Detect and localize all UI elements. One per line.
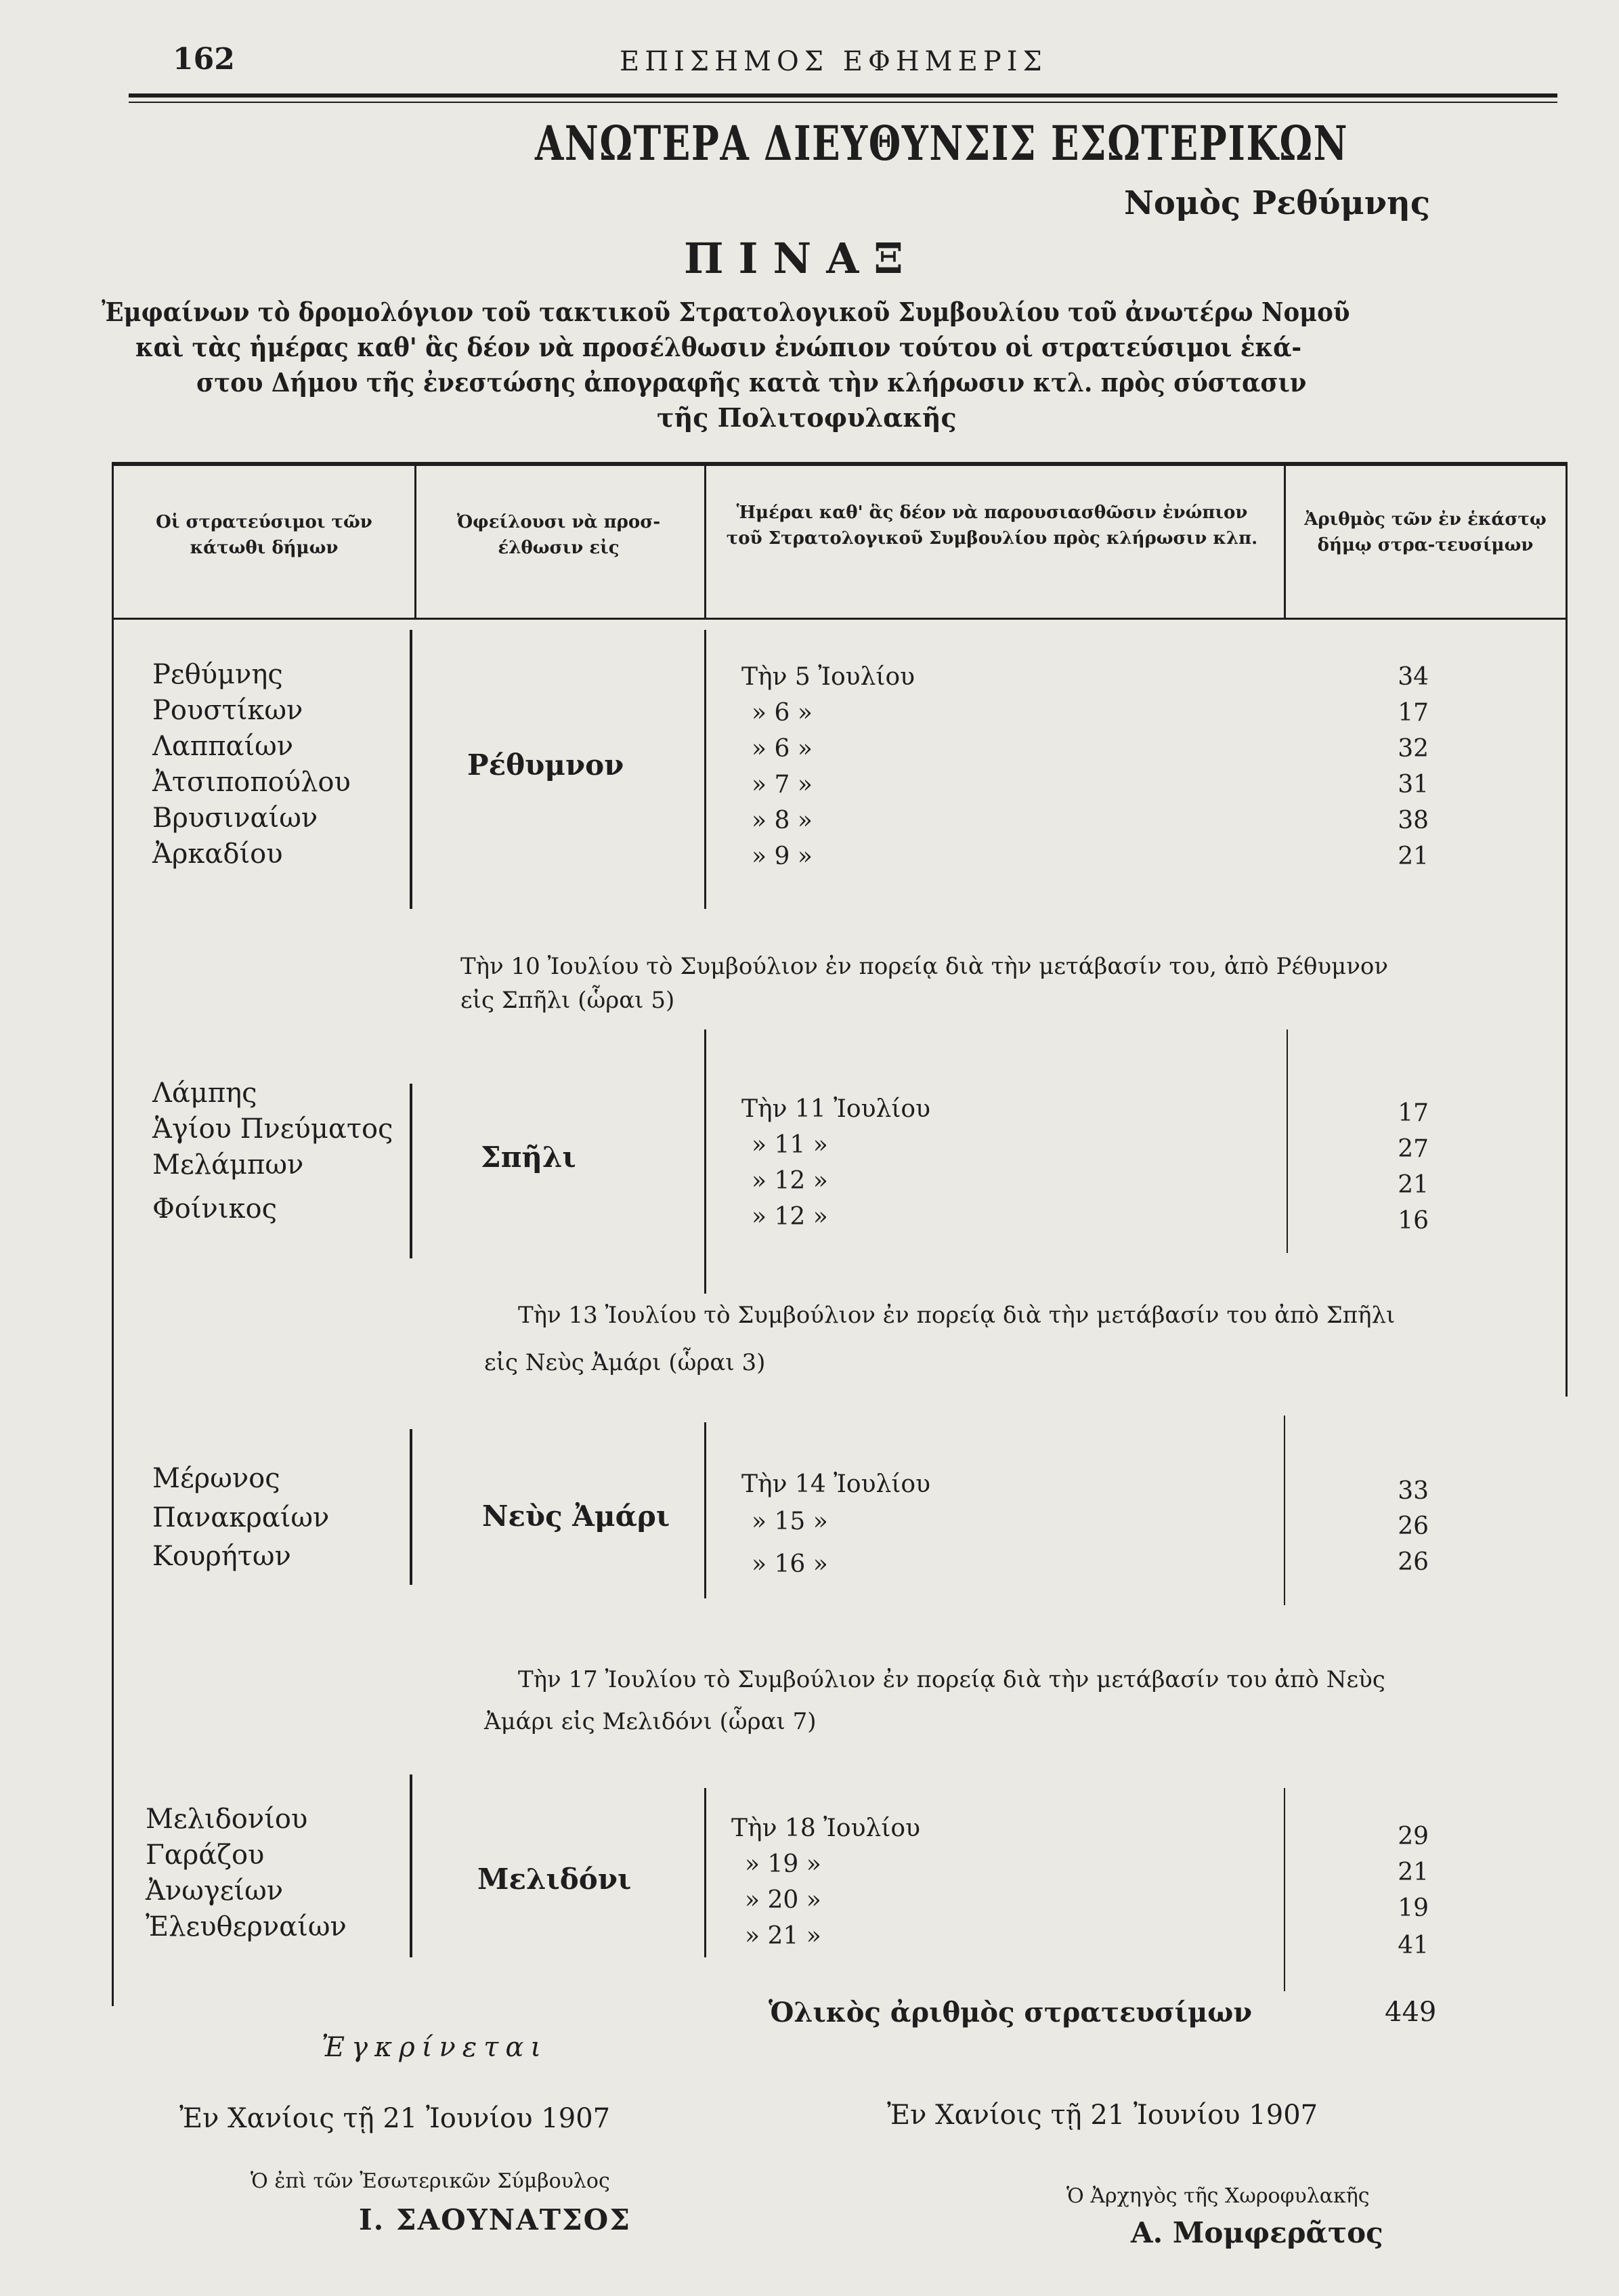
table-row-count: 32 <box>1398 735 1429 763</box>
table-row-day: » 16 » <box>752 1550 828 1578</box>
count-divider <box>1287 1029 1288 1253</box>
table-row-municipality: Ἀνωγείων <box>146 1875 284 1907</box>
table-row-count: 21 <box>1398 1858 1429 1886</box>
table-row-day: » 20 » <box>745 1886 821 1914</box>
transit-note: Τὴν 13 Ἰουλίου τὸ Συμβούλιον ἐν πορείᾳ διὰ τὴν μετάβασίν του ἀπὸ Σπῆλι <box>518 1302 1396 1329</box>
issuer-signatory: Α. Μομφερᾶτος <box>1131 2216 1383 2249</box>
issuer-role: Ὁ Ἀρχηγὸς τῆς Χωροφυλακῆς <box>1066 2184 1370 2208</box>
table-row-municipality: Ρεθύμνης <box>152 659 283 690</box>
col-divider-1 <box>414 466 416 618</box>
group-brace-left <box>410 1774 422 1957</box>
table-row-count: 34 <box>1398 663 1429 691</box>
group-brace-right <box>704 1422 716 1598</box>
gazette-name: ΕΠΙΣΗΜΟΣ ΕΦΗΜΕΡΙΣ <box>620 46 1048 77</box>
issuer-place-date: Ἐν Χανίοις τῇ 21 Ἰουνίου 1907 <box>887 2100 1318 2131</box>
table-row-day: Τὴν 18 Ἰουλίου <box>731 1814 920 1842</box>
table-row-municipality: Μέρωνος <box>152 1463 280 1494</box>
table-row-count: 38 <box>1398 807 1429 834</box>
table-row-day: » 12 » <box>752 1203 828 1231</box>
table-row-municipality: Γαράζου <box>146 1840 265 1871</box>
table-row-municipality: Μελιδονίου <box>146 1804 308 1835</box>
group-brace-left <box>410 630 422 909</box>
col-header-days: Ἡμέραι καθ' ἃς δέον νὰ παρουσιασθῶσιν ἐνώπιον τοῦ Στρατολογικοῦ Συμβουλίου πρὸς κλήρωσιν κλπ. <box>726 503 1258 549</box>
total-label: Ὁλικὸς ἀριθμὸς στρατευσίμων <box>769 1997 1253 2028</box>
transit-note: Τὴν 10 Ἰουλίου τὸ Συμβούλιον ἐν πορείᾳ διὰ τὴν μετάβασίν του, ἀπὸ Ρέθυμνον <box>460 953 1389 980</box>
group-brace-right <box>704 1788 716 1957</box>
table-row-count: 21 <box>1398 843 1429 870</box>
table-row-count: 17 <box>1398 1099 1429 1127</box>
table-row-day: » 9 » <box>752 843 813 870</box>
table-row-municipality: Ρουστίκων <box>152 695 303 726</box>
group-place: Μελιδόνι <box>477 1863 632 1896</box>
table-row-municipality: Ἀρκαδίου <box>152 838 283 870</box>
transit-note: Τὴν 17 Ἰουλίου τὸ Συμβούλιον ἐν πορείᾳ διὰ τὴν μετάβασίν του ἀπὸ Νεὺς <box>518 1666 1385 1693</box>
table-row-day: » 6 » <box>752 699 813 727</box>
group-brace-right <box>704 1029 716 1294</box>
group-brace-right <box>704 630 716 909</box>
count-divider <box>1284 1788 1285 1991</box>
table-row-day: » 6 » <box>752 735 813 763</box>
table-row-day: » 15 » <box>752 1508 828 1535</box>
table-row-municipality: Μελάμπων <box>152 1149 304 1181</box>
header-rule <box>129 93 1557 98</box>
table-row-municipality: Ἐλευθερναίων <box>146 1911 347 1942</box>
table-row-municipality: Ἁγίου Πνεύματος <box>152 1113 393 1145</box>
table-row-day: Τὴν 5 Ἰουλίου <box>741 663 915 691</box>
table-row-count: 41 <box>1398 1932 1429 1959</box>
col-divider-3 <box>1284 466 1286 618</box>
group-brace-left <box>410 1429 422 1585</box>
prefecture-title: Νομὸς Ρεθύμνης <box>1124 184 1431 222</box>
approval-place-date: Ἐν Χανίοις τῇ 21 Ἰουνίου 1907 <box>179 2103 611 2134</box>
table-row-municipality: Βρυσιναίων <box>152 803 318 834</box>
header-rule-thin <box>129 102 1557 103</box>
table-row-day: » 8 » <box>752 807 813 834</box>
table-row-day: Τὴν 11 Ἰουλίου <box>741 1095 930 1123</box>
group-brace-left <box>410 1084 422 1258</box>
approval-signatory: Ι. ΣΑΟΥΝΑΤΣΟΣ <box>359 2203 631 2236</box>
transit-note: εἰς Σπῆλι (ὧραι 5) <box>460 987 675 1014</box>
table-row-day: » 11 » <box>752 1131 828 1159</box>
approval-approved: Ἐγκρίνεται <box>322 2032 548 2063</box>
table-row-count: 16 <box>1398 1207 1429 1235</box>
col-header-report-to: Ὀφείλουσι νὰ προσ-έλθωσιν εἰς <box>456 512 661 558</box>
table-row-municipality: Λαππαίων <box>152 731 294 762</box>
table-row-count: 29 <box>1398 1823 1429 1850</box>
page-number: 162 <box>173 42 235 77</box>
table-row-count: 26 <box>1398 1548 1429 1576</box>
table-row-count: 19 <box>1398 1894 1429 1922</box>
table-row-municipality: Φοίνικος <box>152 1193 278 1225</box>
table-header-rule <box>112 618 1568 620</box>
table-top-rule <box>112 462 1568 466</box>
count-divider <box>1284 1416 1285 1605</box>
table-row-day: » 19 » <box>745 1850 821 1878</box>
table-row-count: 27 <box>1398 1135 1429 1163</box>
col-header-municipalities: Οἱ στρατεύσιμοι τῶν κάτωθι δήμων <box>156 512 372 558</box>
table-row-day: » 12 » <box>752 1167 828 1195</box>
intro-line-1: Ἐμφαίνων τὸ δρομολόγιον τοῦ τακτικοῦ Στρατολογικοῦ Συμβουλίου τοῦ ἀνωτέρω Νομοῦ <box>102 297 1350 327</box>
table-row-count: 33 <box>1398 1477 1429 1505</box>
authority-title: ΑΝΩΤΕΡΑ ΔΙΕΥΘΥΝΣΙΣ ΕΣΩΤΕΡΙΚΩΝ <box>535 115 1349 171</box>
table-row-count: 21 <box>1398 1171 1429 1199</box>
table-row-municipality: Ἀτσιποπούλου <box>152 767 351 798</box>
table-row-count: 17 <box>1398 699 1429 727</box>
group-place: Νεὺς Ἀμάρι <box>482 1500 670 1533</box>
table-row-count: 26 <box>1398 1512 1429 1540</box>
col-header-count: Ἀριθμὸς τῶν ἐν ἑκάστῳ δήμῳ στρα-τευσίμων <box>1304 509 1547 555</box>
table-row-day: Τὴν 14 Ἰουλίου <box>741 1470 930 1498</box>
table-row-count: 31 <box>1398 771 1429 799</box>
group-place: Ρέθυμνον <box>467 748 624 782</box>
approval-role: Ὁ ἐπὶ τῶν Ἐσωτερικῶν Σύμβουλος <box>251 2169 610 2193</box>
total-value: 449 <box>1385 1997 1437 2028</box>
intro-line-3: στου Δήμου τῆς ἐνεστώσης ἀπογραφῆς κατὰ τὴν κλήρωσιν κτλ. πρὸς σύστασιν <box>196 367 1307 398</box>
table-row-municipality: Πανακραίων <box>152 1502 330 1533</box>
intro-line-2: καὶ τὰς ἡμέρας καθ' ἃς δέον νὰ προσέλθωσιν ἐνώπιον τούτου οἱ στρατεύσιμοι ἑκά- <box>135 332 1302 362</box>
intro-line-4: τῆς Πολιτοφυλακῆς <box>657 402 957 433</box>
col-divider-2 <box>704 466 706 618</box>
table-title: ΠΙΝΑΞ <box>684 234 918 283</box>
table-row-municipality: Λάμπης <box>152 1078 257 1109</box>
group-place: Σπῆλι <box>481 1141 576 1174</box>
table-row-municipality: Κουρήτων <box>152 1541 291 1572</box>
table-row-day: » 21 » <box>745 1922 821 1950</box>
transit-note: Ἀμάρι εἰς Μελιδόνι (ὧραι 7) <box>484 1708 817 1735</box>
table-right-border <box>1566 462 1568 1397</box>
transit-note: εἰς Νεὺς Ἀμάρι (ὧραι 3) <box>484 1349 766 1376</box>
table-row-day: » 7 » <box>752 771 813 799</box>
table-left-border <box>112 462 114 2006</box>
